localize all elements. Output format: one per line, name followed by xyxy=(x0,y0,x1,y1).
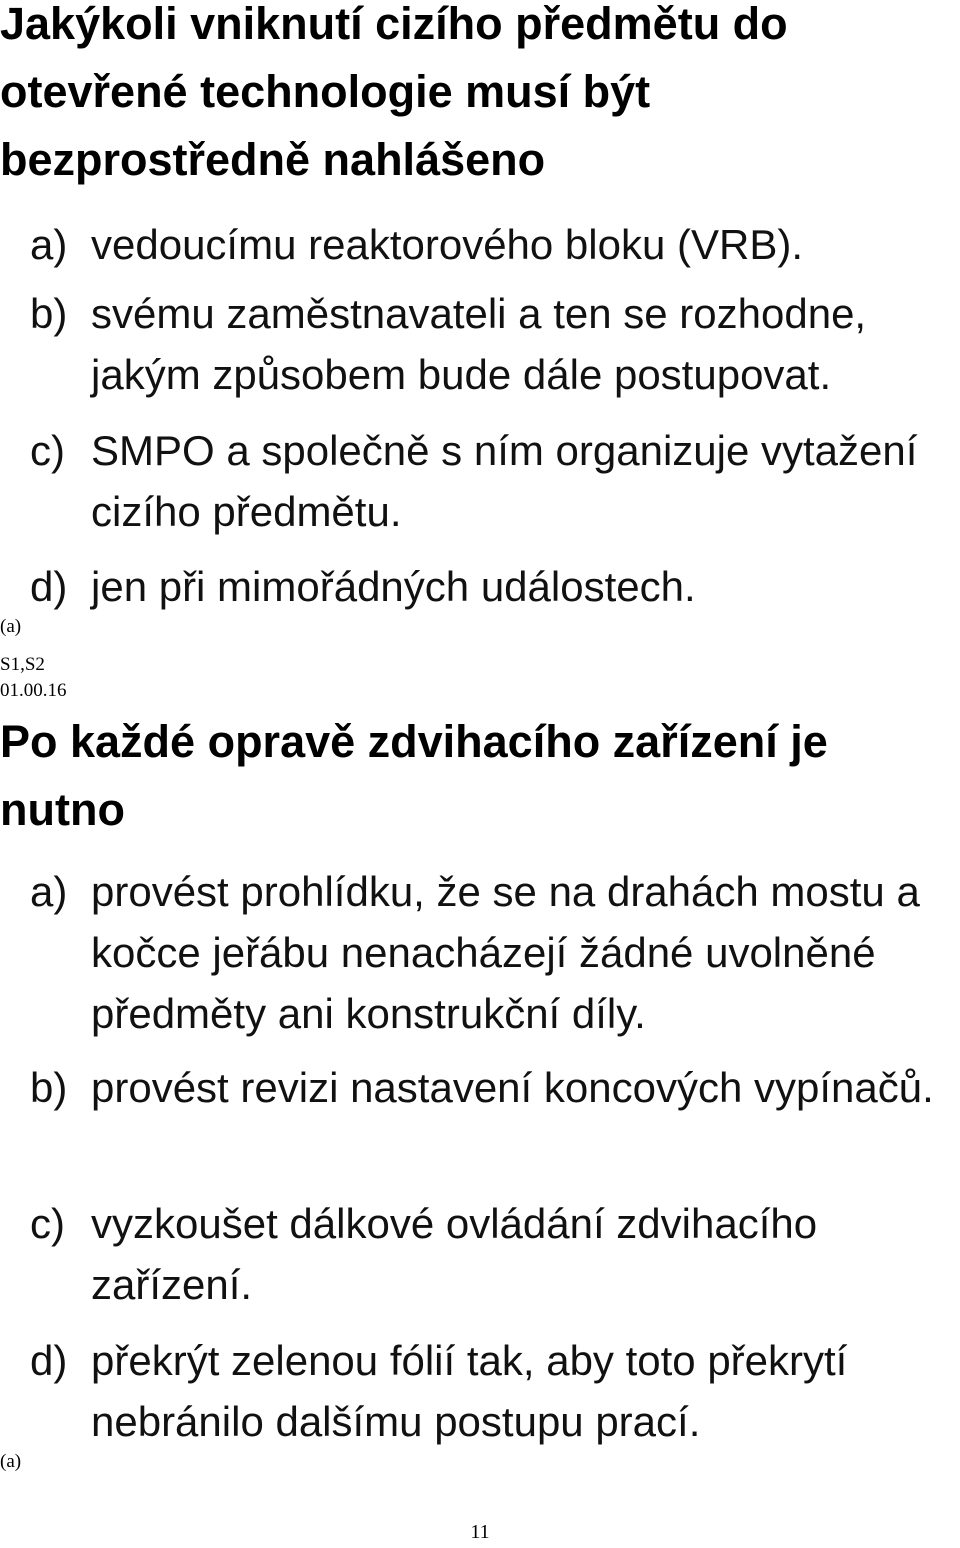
option-letter: d) xyxy=(30,1337,68,1384)
question-2-option-d xyxy=(30,1330,960,1452)
question-1-answer: (a) xyxy=(0,616,22,637)
option-letter: b) xyxy=(30,1064,68,1111)
option-letter: c) xyxy=(30,427,65,474)
question-2-option-b xyxy=(30,1057,960,1118)
option-text: svému zaměstnavateli a ten se rozhodne, jakým způsobem bude dále postupovat. xyxy=(91,290,867,398)
option-letter: b) xyxy=(30,290,68,337)
option-letter: d) xyxy=(30,563,68,610)
page-number: 11 xyxy=(470,1521,490,1543)
question-1-option-a xyxy=(30,214,960,275)
question-1-option-c xyxy=(30,420,960,542)
question-2-answer: (a) xyxy=(0,1451,22,1472)
option-text: SMPO a společně s ním organizuje vytažení cizího předmětu. xyxy=(91,427,918,535)
question-2-option-a xyxy=(30,861,960,1044)
option-text: vedoucímu reaktorového bloku (VRB). xyxy=(91,221,804,268)
option-text: provést revizi nastavení koncových vypínačů. xyxy=(91,1064,934,1111)
option-text: překrýt zelenou fólií tak, aby toto překrytí nebránilo dalšímu postupu prací. xyxy=(91,1337,848,1445)
question-1-title: Jakýkoli vniknutí cizího předmětu do otevřené technologie musí být bezprostředně nahlášeno xyxy=(0,0,788,185)
option-letter: a) xyxy=(30,221,68,268)
option-text: jen při mimořádných událostech. xyxy=(91,563,696,610)
question-2-category: S1,S2 xyxy=(0,654,45,675)
option-letter: c) xyxy=(30,1200,65,1247)
question-2-option-c xyxy=(30,1193,960,1315)
question-2-code: 01.00.16 xyxy=(0,680,67,701)
question-1-option-b xyxy=(30,283,960,405)
option-text: provést prohlídku, že se na drahách mostu a kočce jeřábu nenacházejí žádné uvolněné předměty ani konstrukční díly. xyxy=(91,868,920,1037)
question-2-title: Po každé opravě zdvihacího zařízení je nutno xyxy=(0,716,828,835)
option-letter: a) xyxy=(30,868,68,915)
question-1-option-d xyxy=(30,556,960,617)
option-text: vyzkoušet dálkové ovládání zdvihacího zařízení. xyxy=(91,1200,818,1308)
